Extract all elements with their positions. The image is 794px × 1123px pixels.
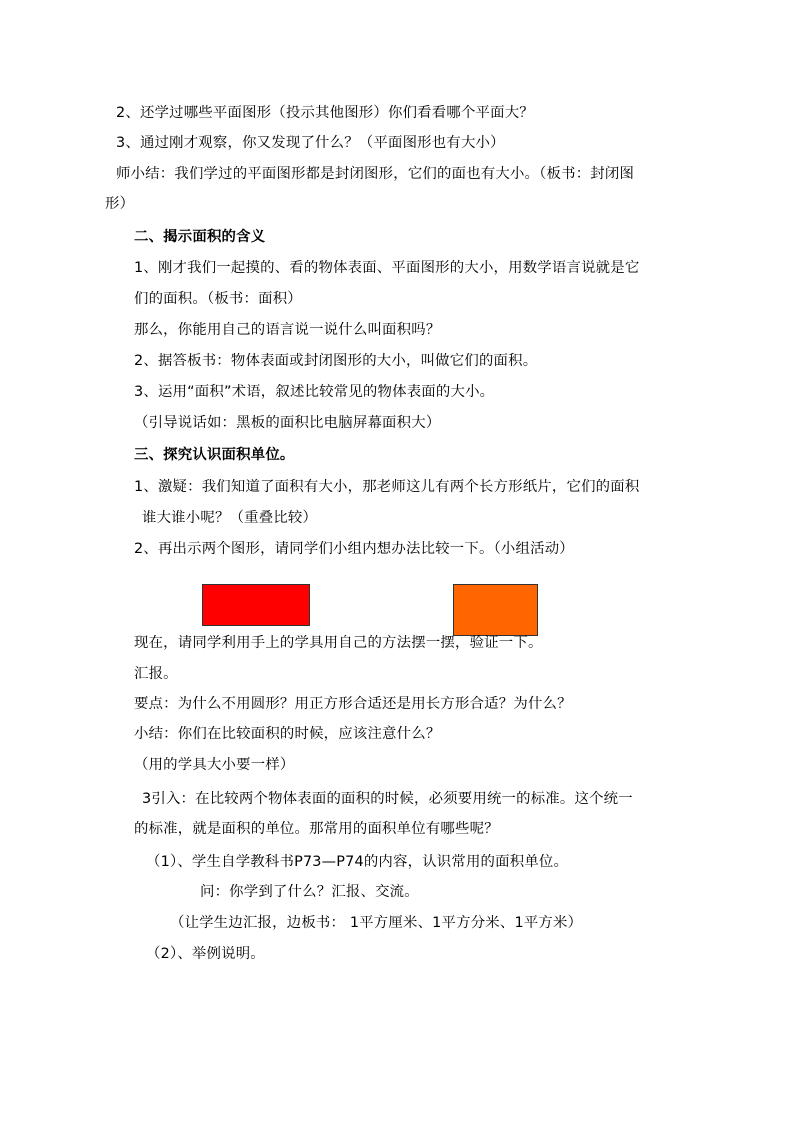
text-line: 那么，你能用自己的语言说一说什么叫面积吗？ <box>134 322 441 338</box>
text-line: 3、通过刚才观察，你又发现了什么？（平面图形也有大小） <box>116 135 505 151</box>
text-line: 2、再出示两个图形，请同学们小组内想办法比较一下。（小组活动） <box>134 541 574 557</box>
red-rectangle <box>202 584 310 626</box>
text-line: 要点：为什么不用圆形？用正方形合适还是用长方形合适？为什么？ <box>134 696 572 712</box>
orange-rectangle <box>453 584 538 636</box>
text-line: 3、运用“面积”术语，叙述比较常见的物体表面的大小。 <box>134 384 495 400</box>
text-line: 1、激疑：我们知道了面积有大小，那老师这儿有两个长方形纸片，它们的面积 <box>134 479 640 495</box>
text-line: 形） <box>105 196 135 212</box>
text-line: 小结：你们在比较面积的时候，应该注意什么？ <box>134 726 441 742</box>
text-line: （让学生边汇报，边板书： 1平方厘米、1平方分米、1平方米） <box>170 915 583 931</box>
text-line: （引导说话如：黑板的面积比电脑屏幕面积大） <box>134 415 441 431</box>
section-heading: 三、探究认识面积单位。 <box>134 447 295 463</box>
text-line: （用的学具大小要一样） <box>134 757 295 773</box>
text-line: 2、还学过哪些平面图形（投示其他图形）你们看看哪个平面大？ <box>116 105 534 121</box>
text-line: 3引入：在比较两个物体表面的面积的时候，必须要用统一的标准。这个统一 <box>142 791 633 807</box>
text-line: 现在，请同学利用手上的学具用自己的方法摆一摆，验证一下。 <box>134 635 543 651</box>
text-line: （2）、举例说明。 <box>146 946 265 962</box>
text-line: 的标准，就是面积的单位。那常用的面积单位有哪些呢？ <box>134 821 499 837</box>
text-line: 2、据答板书：物体表面或封闭图形的大小，叫做它们的面积。 <box>134 353 538 369</box>
section-heading: 二、揭示面积的含义 <box>134 229 266 245</box>
text-line: （1）、学生自学教科书P73—P74的内容，认识常用的面积单位。 <box>146 854 569 870</box>
text-line: 汇报。 <box>134 666 178 682</box>
text-line: 问：你学到了什么？汇报、交流。 <box>200 884 419 900</box>
text-line: 谁大谁小呢？（重叠比较） <box>142 510 318 526</box>
text-line: 们的面积。（板书：面积） <box>134 291 302 307</box>
text-line: 师小结：我们学过的平面图形都是封闭图形，它们的面也有大小。（板书：封闭图 <box>116 166 635 182</box>
text-line: 1、刚才我们一起摸的、看的物体表面、平面图形的大小，用数学语言说就是它 <box>134 260 640 276</box>
